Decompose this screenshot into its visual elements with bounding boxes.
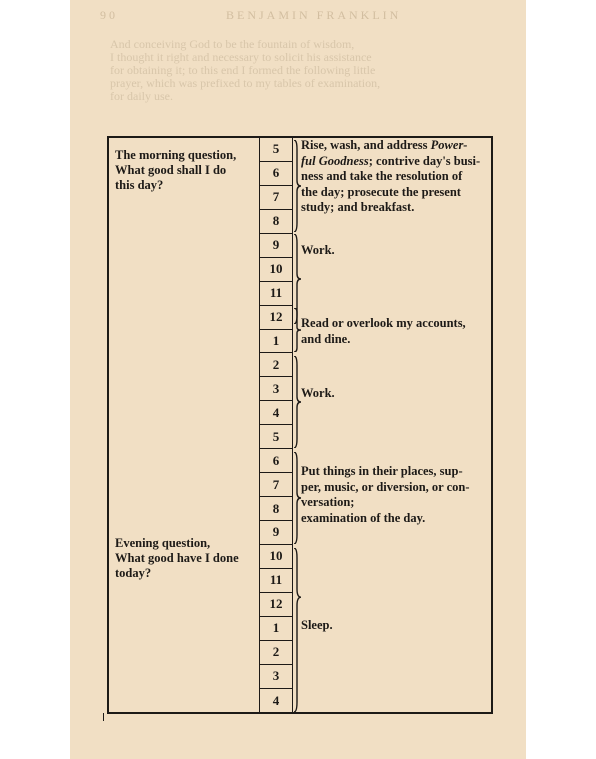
hour-cell: 10: [260, 258, 292, 282]
daily-schedule-table: [107, 136, 493, 714]
hour-cell: 7: [260, 473, 292, 497]
bleed-through-text: [110, 38, 490, 103]
bleed-line: And conceiving God to be the fountain of wisdom,: [110, 38, 355, 51]
hour-cell: 2: [260, 641, 292, 665]
page-number: 90: [100, 8, 118, 22]
hour-cell: 4: [260, 401, 292, 425]
hour-cell: 8: [260, 210, 292, 234]
hour-cell: 6: [260, 449, 292, 473]
evening-question-line: today?: [115, 566, 152, 580]
evening-line: per, music, or diversion, or con-: [301, 479, 470, 494]
read-line: Read or overlook my accounts,: [301, 316, 466, 330]
hour-cell: 9: [260, 521, 292, 545]
hours-column: [260, 138, 293, 712]
activity-work-morning: Work.: [301, 243, 335, 257]
hour-cell: 8: [260, 497, 292, 521]
hour-cell: 9: [260, 234, 292, 258]
hour-cell: 12: [260, 593, 292, 617]
brace-sleep: [293, 548, 301, 712]
morning-question-line: What good shall I do: [115, 163, 227, 177]
rise-text: Rise, wash, and address: [301, 138, 431, 152]
morning-question-line: this day?: [115, 178, 164, 192]
hour-cell: 6: [260, 162, 292, 186]
hour-cell: 3: [260, 665, 292, 689]
morning-question: [115, 148, 255, 193]
activity-sleep: Sleep.: [301, 618, 333, 632]
rise-text-3: ness and take the resolution of: [301, 169, 463, 183]
rise-italic-2: ful Goodness: [301, 153, 369, 168]
hour-cell: 5: [260, 138, 292, 162]
hour-cell: 1: [260, 617, 292, 641]
hour-cell: 11: [260, 282, 292, 306]
bleed-line: I thought it right and necessary to solicit his assistance: [110, 51, 372, 64]
read-line: and dine.: [301, 331, 351, 346]
questions-column: [109, 138, 260, 712]
hour-cell: 5: [260, 425, 292, 449]
bleed-line: for daily use.: [110, 90, 173, 103]
evening-question-line: Evening question,: [115, 536, 211, 550]
activity-evening: [301, 464, 491, 526]
bleed-line: prayer, which was prefixed to my tables of examination,: [110, 77, 381, 90]
evening-question-line: What good have I done: [115, 551, 239, 565]
rise-text-2: ; contrive day's busi-: [368, 153, 481, 168]
hour-cell: 1: [260, 330, 292, 354]
rise-text-5: study; and breakfast.: [301, 200, 415, 214]
rise-italic: Power-: [430, 138, 468, 152]
morning-question-line: The morning question,: [115, 148, 237, 162]
evening-line: examination of the day.: [301, 510, 426, 525]
activity-work-afternoon: Work.: [301, 386, 335, 400]
brace-work-afternoon: [293, 356, 301, 448]
hour-cell: 2: [260, 353, 292, 377]
hour-cell: 10: [260, 545, 292, 569]
rise-text-4: the day; prosecute the present: [301, 184, 461, 199]
bleed-line: for obtaining it; to this end I formed the following little: [110, 64, 376, 77]
hour-cell: 11: [260, 569, 292, 593]
brace-evening: [293, 452, 301, 544]
evening-question: [115, 536, 255, 581]
hour-cell: 3: [260, 377, 292, 401]
hour-cell: 4: [272, 692, 280, 708]
hour-cell: 12: [260, 306, 292, 330]
running-head: [100, 8, 500, 23]
running-head-title: BENJAMIN FRANKLIN: [226, 8, 402, 22]
page-edge-mark: [103, 713, 104, 721]
evening-line: versation;: [301, 495, 355, 509]
evening-line: Put things in their places, sup-: [301, 464, 463, 478]
brace-read: [293, 308, 301, 352]
brace-morning: [293, 140, 301, 232]
hour-cell: 7: [260, 186, 292, 210]
activity-read: [301, 316, 491, 347]
activity-rise: [301, 138, 491, 216]
